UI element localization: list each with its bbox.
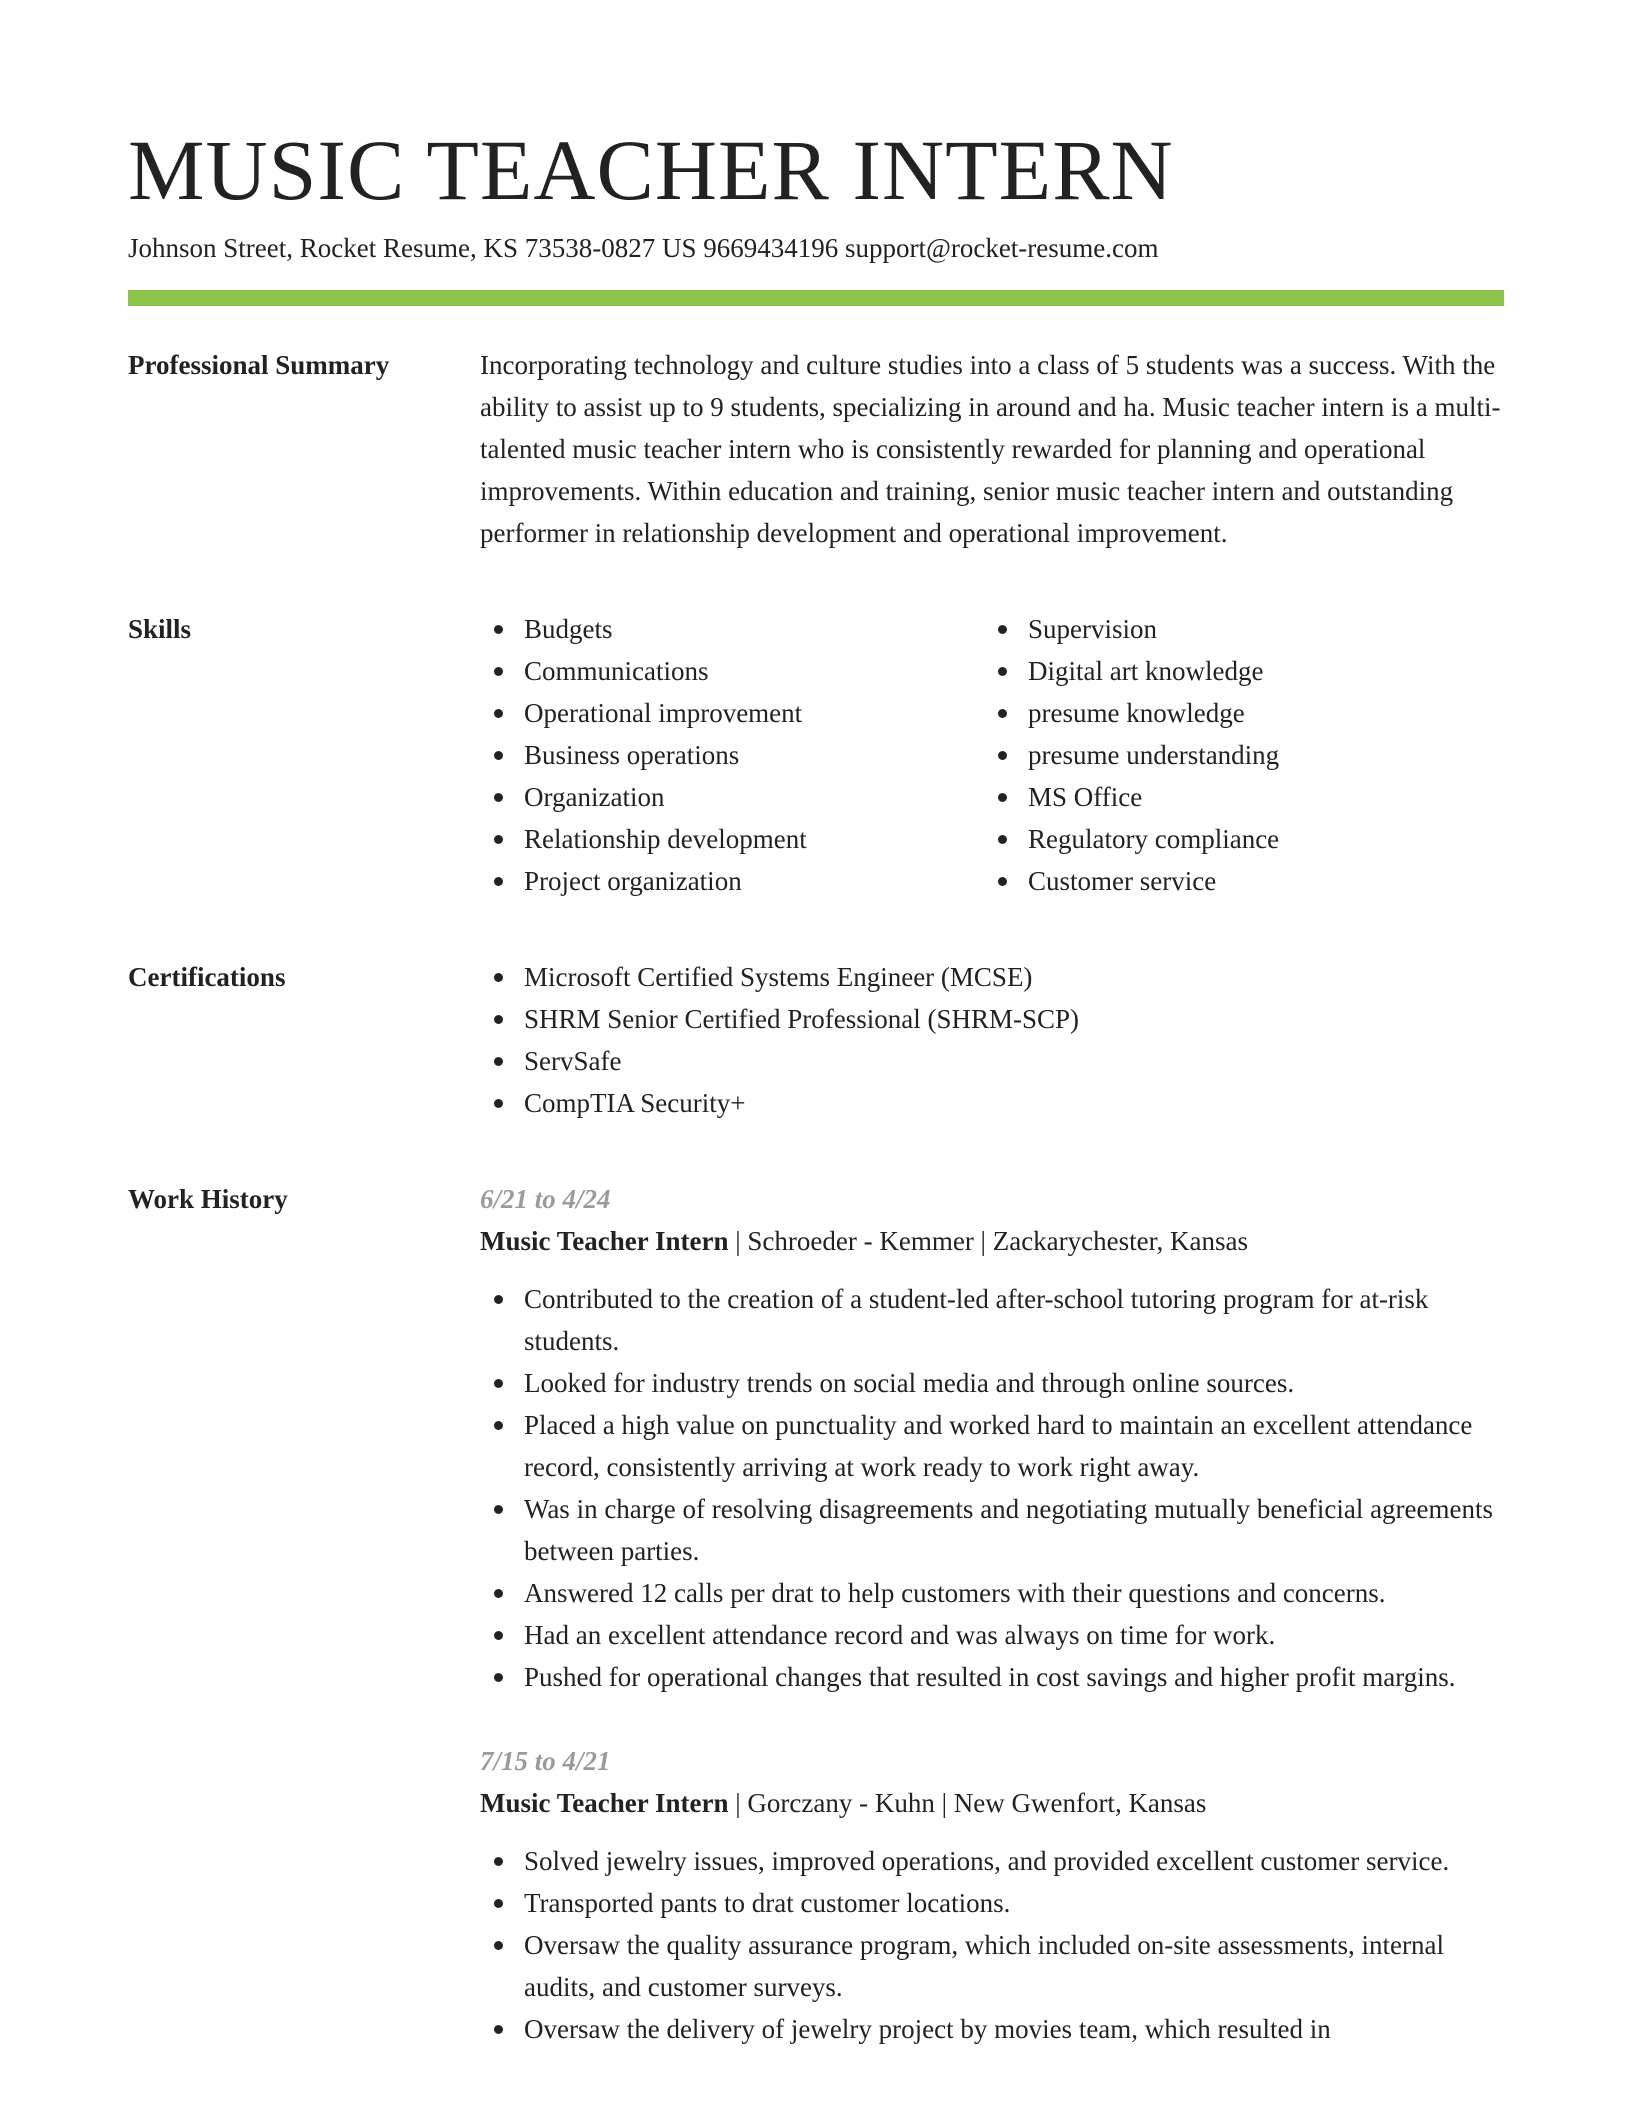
contact-email: support@rocket-resume.com [844, 233, 1159, 263]
certification-item: ServSafe [480, 1040, 1504, 1082]
job-bullet: Contributed to the creation of a student-led after-school tutoring program for at-risk students. [480, 1278, 1504, 1362]
contact-address: Johnson Street, Rocket Resume, KS 73538-0827 US [128, 233, 697, 263]
job-bullet: Was in charge of resolving disagreements and negotiating mutually beneficial agreements between parties. [480, 1488, 1504, 1572]
job-entry [480, 1178, 1504, 1698]
job-employer-location: | Schroeder - Kemmer | Zackarychester, Kansas [728, 1226, 1248, 1256]
skills-heading: Skills [128, 614, 192, 644]
job-heading [480, 1782, 1504, 1824]
job-bullets [480, 1278, 1504, 1698]
resume-title: MUSIC TEACHER INTERN [128, 122, 1174, 218]
skill-item: Communications [480, 650, 984, 692]
summary-section [128, 344, 1504, 554]
skill-item: Business operations [480, 734, 984, 776]
job-dates: 7/15 to 4/21 [480, 1746, 611, 1776]
job-bullet: Oversaw the quality assurance program, which included on-site assessments, internal audits, and customer surveys. [480, 1924, 1504, 2008]
skill-item: Budgets [480, 608, 984, 650]
resume-page [128, 120, 1504, 2050]
certification-item: CompTIA Security+ [480, 1082, 1504, 1124]
skill-item: Relationship development [480, 818, 984, 860]
contact-line [128, 230, 1504, 266]
skill-item: Customer service [984, 860, 1488, 902]
job-bullet: Transported pants to drat customer locations. [480, 1882, 1504, 1924]
skill-item: MS Office [984, 776, 1488, 818]
skill-item: Supervision [984, 608, 1488, 650]
certifications-section [128, 956, 1504, 1124]
skill-item: Organization [480, 776, 984, 818]
skill-item: Regulatory compliance [984, 818, 1488, 860]
job-bullet: Oversaw the delivery of jewelry project by movies team, which resulted in [480, 2008, 1504, 2050]
job-bullet: Had an excellent attendance record and was always on time for work. [480, 1614, 1504, 1656]
job-bullet: Looked for industry trends on social media and through online sources. [480, 1362, 1504, 1404]
summary-text: Incorporating technology and culture studies into a class of 5 students was a success. With the ability to assist up to 9 students, specializing in around and ha. Music teacher intern is a multi-talented music teacher intern who is consistently rewarded for planning and operational improvements. Within education and training, senior music teacher intern and outstanding performer in relationship development and operational improvement. [480, 350, 1501, 548]
skill-item: Operational improvement [480, 692, 984, 734]
accent-divider [128, 290, 1504, 306]
job-bullets [480, 1840, 1504, 2050]
skills-list-left [480, 608, 984, 902]
job-title: Music Teacher Intern [480, 1226, 729, 1256]
job-heading [480, 1220, 1504, 1262]
skill-item: presume knowledge [984, 692, 1488, 734]
certification-item: SHRM Senior Certified Professional (SHRM-SCP) [480, 998, 1504, 1040]
job-entry [480, 1740, 1504, 2050]
job-employer-location: | Gorczany - Kuhn | New Gwenfort, Kansas [728, 1788, 1207, 1818]
certifications-heading: Certifications [128, 962, 286, 992]
skills-section [128, 608, 1504, 902]
job-title: Music Teacher Intern [480, 1788, 729, 1818]
contact-phone: 9669434196 [703, 233, 839, 263]
work-history-heading: Work History [128, 1184, 288, 1214]
skill-item: presume understanding [984, 734, 1488, 776]
skills-list-right [984, 608, 1488, 902]
skill-item: Digital art knowledge [984, 650, 1488, 692]
work-history-section [128, 1178, 1504, 2050]
certifications-list [480, 956, 1504, 1124]
summary-heading: Professional Summary [128, 350, 390, 380]
work-history-entries [480, 1178, 1504, 2050]
job-dates: 6/21 to 4/24 [480, 1184, 611, 1214]
job-bullet: Solved jewelry issues, improved operations, and provided excellent customer service. [480, 1840, 1504, 1882]
job-bullet: Answered 12 calls per drat to help customers with their questions and concerns. [480, 1572, 1504, 1614]
skill-item: Project organization [480, 860, 984, 902]
job-bullet: Pushed for operational changes that resulted in cost savings and higher profit margins. [480, 1656, 1504, 1698]
job-bullet: Placed a high value on punctuality and worked hard to maintain an excellent attendance record, consistently arriving at work ready to work right away. [480, 1404, 1504, 1488]
certification-item: Microsoft Certified Systems Engineer (MCSE) [480, 956, 1504, 998]
